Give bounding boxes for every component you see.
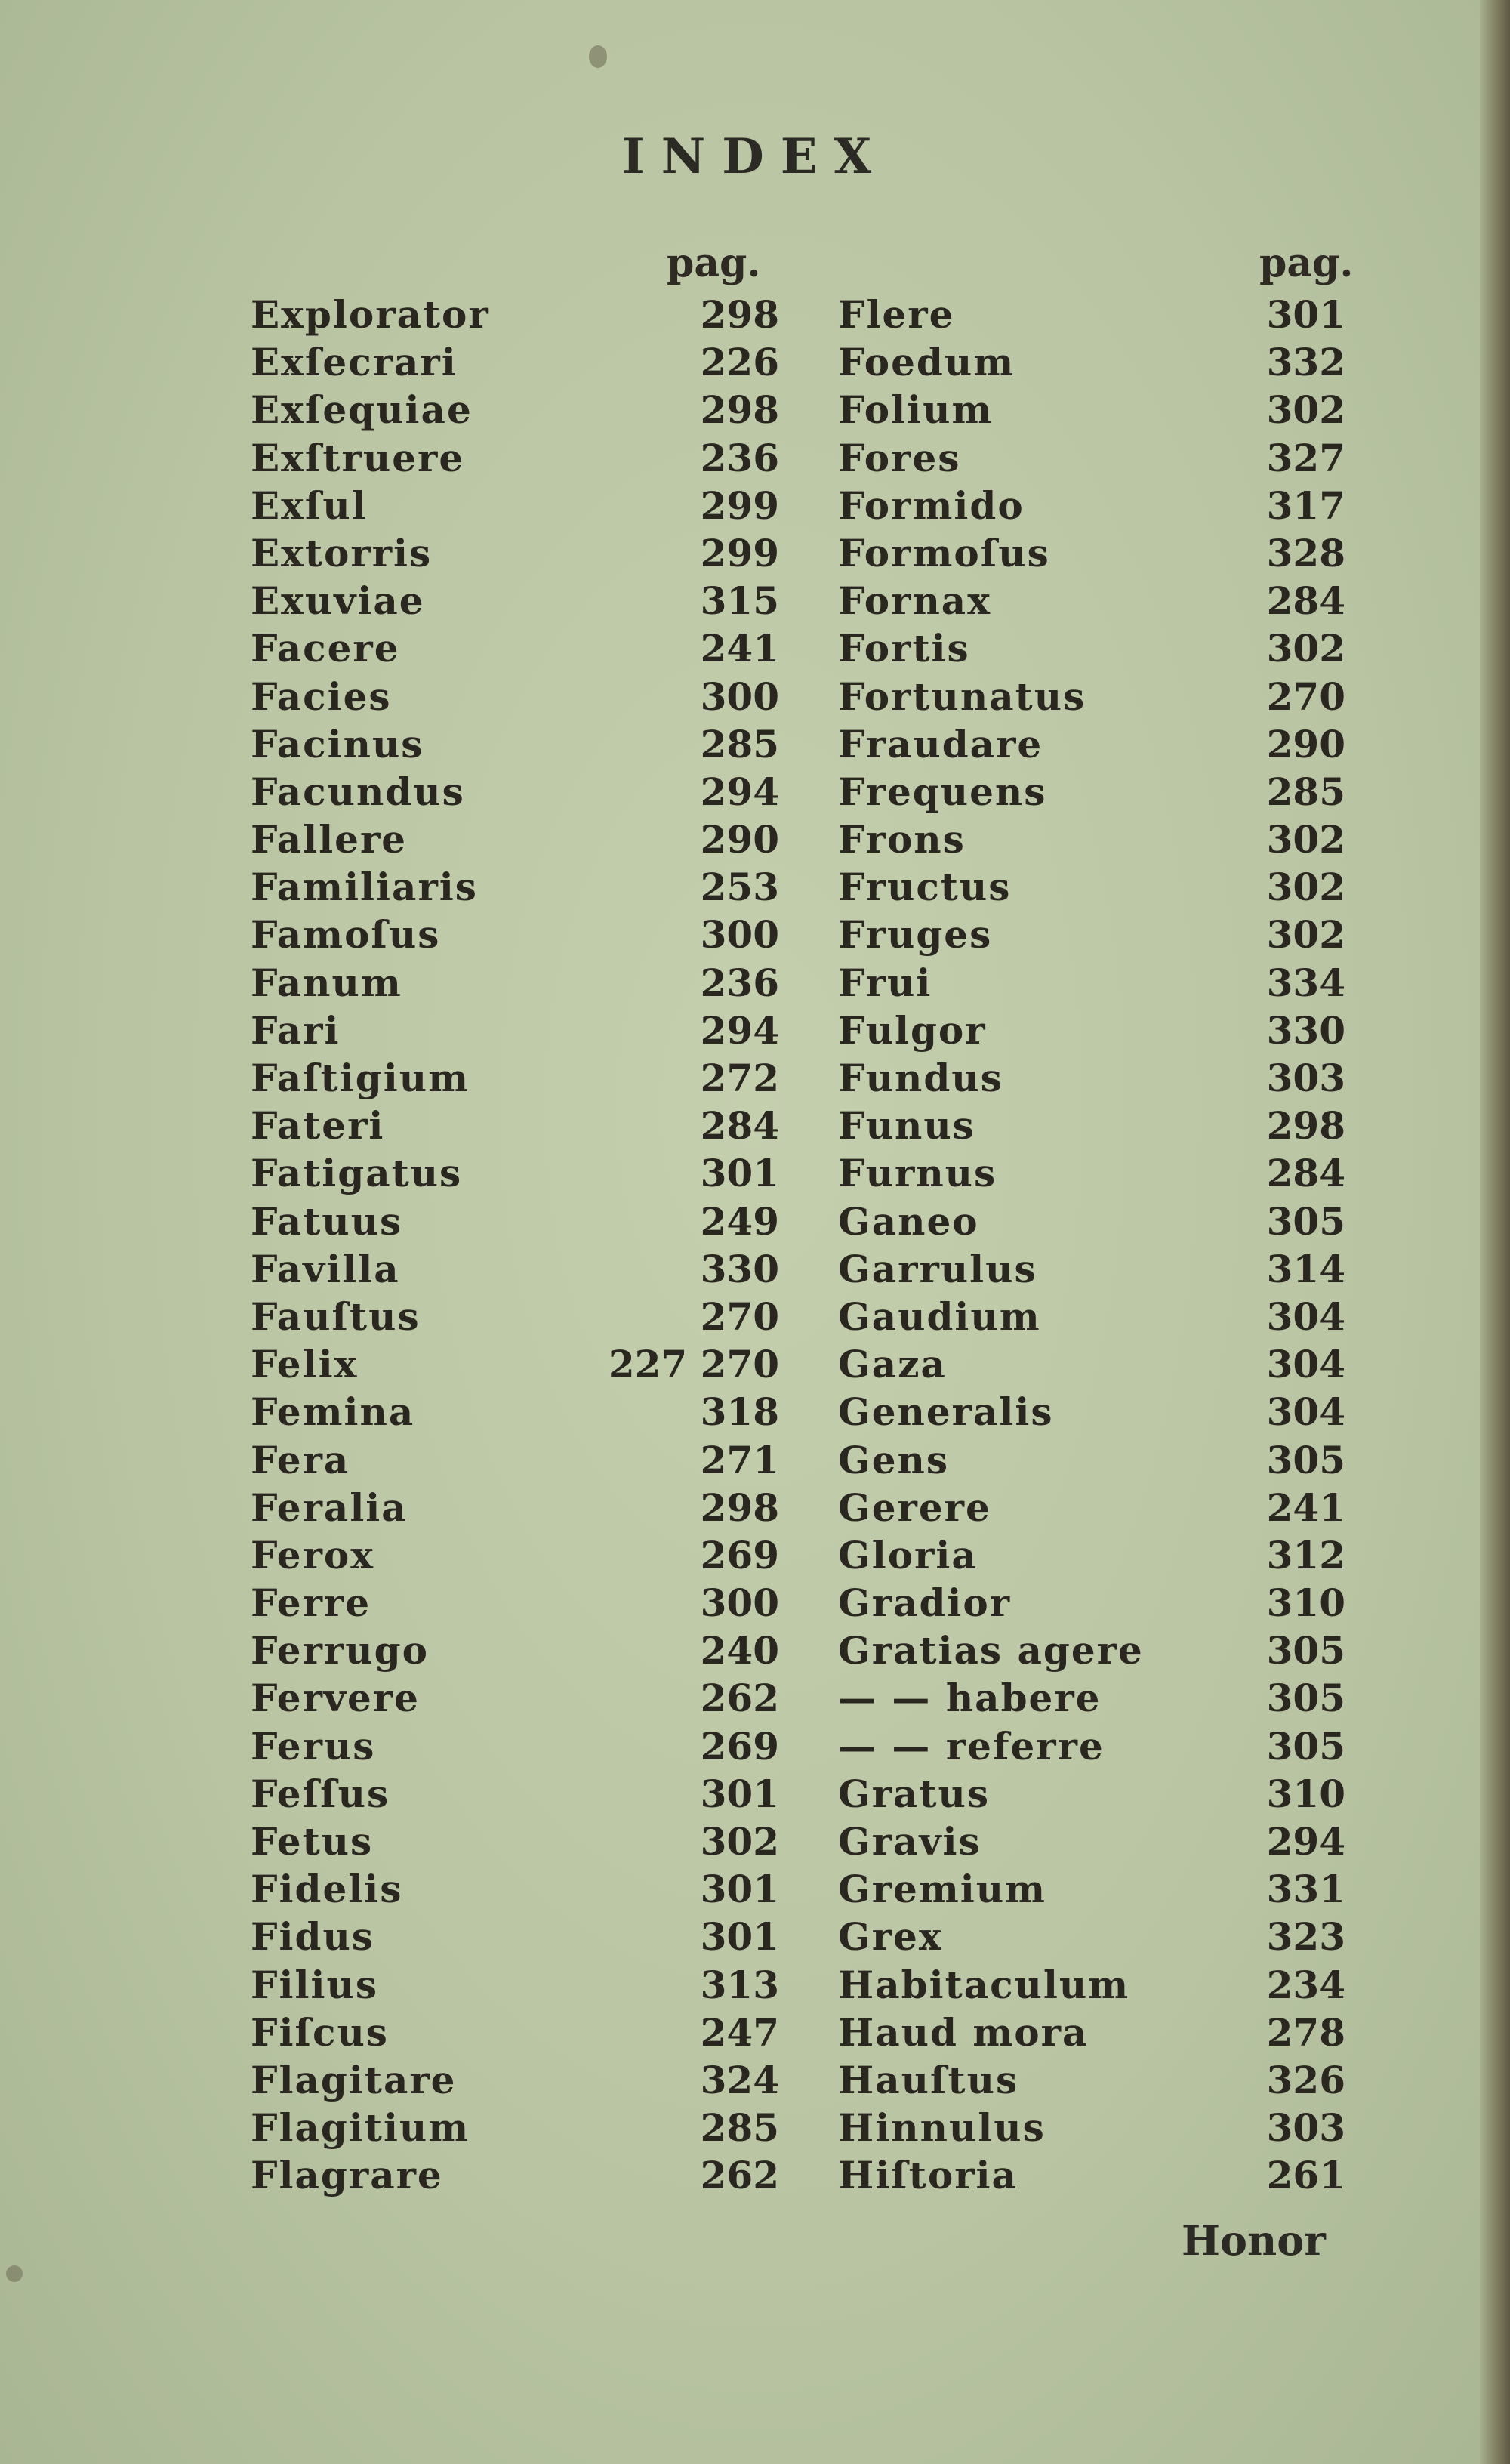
- index-entry: [251, 816, 779, 863]
- index-entry: [838, 720, 1359, 768]
- page-column-header-right: pag.: [1259, 240, 1354, 286]
- index-term: Facies: [251, 674, 392, 719]
- index-term: Flere: [838, 292, 955, 337]
- page-number: 304: [1266, 1294, 1345, 1339]
- index-entry: [251, 2009, 779, 2056]
- page-number: 303: [1266, 2105, 1345, 2151]
- index-term: Gaza: [838, 1342, 947, 1387]
- index-entry: [838, 1198, 1359, 1245]
- page-number: 227 270: [608, 1342, 779, 1387]
- index-entry: [251, 1818, 779, 1865]
- index-entry: [838, 1245, 1359, 1293]
- index-term: Foedum: [838, 340, 1015, 385]
- index-entry: [838, 1961, 1359, 2009]
- index-term: Gens: [838, 1437, 950, 1482]
- index-entry: [251, 1388, 779, 1436]
- index-entry: [251, 1293, 779, 1340]
- index-term: Fortis: [838, 626, 970, 671]
- page-number: 271: [700, 1437, 779, 1482]
- index-term: Extorris: [251, 530, 433, 575]
- index-term: Favilla: [251, 1246, 400, 1291]
- page-number: 262: [700, 2153, 779, 2198]
- page-number: 302: [700, 1819, 779, 1864]
- page-number: 272: [700, 1056, 779, 1100]
- index-term: Filius: [251, 1962, 378, 2007]
- page-number: 301: [700, 1771, 779, 1816]
- page-number: 318: [700, 1389, 779, 1435]
- page-number: 330: [1266, 1007, 1345, 1053]
- page-number: 304: [1266, 1389, 1345, 1435]
- index-term: Frons: [838, 817, 966, 862]
- page-number: 241: [700, 626, 779, 671]
- page-number: 310: [1266, 1771, 1345, 1816]
- page-number: 303: [1266, 1056, 1345, 1100]
- index-entry: [251, 1722, 779, 1770]
- index-term: Fera: [251, 1437, 350, 1482]
- index-entry: [838, 434, 1359, 482]
- index-entry: [251, 673, 779, 720]
- page-number: 328: [1266, 530, 1345, 575]
- index-entry: [251, 1054, 779, 1102]
- catchword: Honor: [1182, 2216, 1326, 2265]
- page-number: 262: [700, 1676, 779, 1721]
- index-term: Frequens: [838, 769, 1047, 814]
- index-entry: [251, 1102, 779, 1149]
- page-number: 253: [700, 865, 779, 910]
- index-term: Hiſtoria: [838, 2153, 1018, 2198]
- index-column-left: [251, 291, 779, 2200]
- page-number: 302: [1266, 865, 1345, 910]
- index-term: Hauſtus: [838, 2057, 1019, 2102]
- page-number: 302: [1266, 387, 1345, 433]
- index-term: Gratias agere: [838, 1628, 1144, 1673]
- index-term: Frui: [838, 960, 932, 1005]
- index-entry: [251, 1484, 779, 1531]
- index-term: Flagitium: [251, 2105, 470, 2151]
- page-number: 269: [700, 1723, 779, 1769]
- index-entry: [251, 624, 779, 672]
- index-entry: [838, 1102, 1359, 1149]
- index-entry: [838, 1818, 1359, 1865]
- page-number: 285: [700, 721, 779, 766]
- index-term: Ferus: [251, 1723, 376, 1769]
- page-number: 302: [1266, 626, 1345, 671]
- index-entry: [251, 1627, 779, 1674]
- page-number: 284: [1266, 578, 1345, 624]
- index-entry: [838, 2056, 1359, 2104]
- index-entry: [838, 577, 1359, 624]
- page-number: 285: [1266, 769, 1345, 814]
- index-entry: [838, 1388, 1359, 1436]
- index-entry: [251, 959, 779, 1007]
- index-entry: [838, 1770, 1359, 1818]
- index-term: Fauſtus: [251, 1294, 421, 1339]
- index-term: Gaudium: [838, 1294, 1041, 1339]
- index-entry: [838, 1865, 1359, 1913]
- page-number: 302: [1266, 912, 1345, 958]
- index-entry: [838, 1054, 1359, 1102]
- index-term: Explorator: [251, 292, 490, 337]
- index-entry: [838, 959, 1359, 1007]
- index-entry: [838, 2151, 1359, 2199]
- index-entry: [251, 720, 779, 768]
- index-entry: [838, 768, 1359, 816]
- index-term: Gremium: [838, 1867, 1047, 1912]
- index-term: Hinnulus: [838, 2105, 1046, 2151]
- index-term: Fulgor: [838, 1007, 987, 1053]
- page-number: 294: [1266, 1819, 1345, 1864]
- index-term: Fructus: [838, 865, 1012, 910]
- index-entry: [838, 1579, 1359, 1627]
- page-number: 270: [1266, 674, 1345, 719]
- index-entry: [838, 911, 1359, 958]
- index-term: Exſul: [251, 483, 368, 528]
- index-entry: [838, 1007, 1359, 1054]
- page-number: 298: [700, 292, 779, 337]
- page-number: 312: [1266, 1532, 1345, 1577]
- index-entry: [838, 624, 1359, 672]
- page-number: 315: [700, 578, 779, 624]
- index-entry: [838, 1293, 1359, 1340]
- page-number: 298: [700, 387, 779, 433]
- index-term: Facundus: [251, 769, 465, 814]
- index-term: — — habere: [838, 1676, 1102, 1721]
- page-number: 290: [700, 817, 779, 862]
- index-term: Fanum: [251, 960, 402, 1005]
- index-term: Folium: [838, 387, 994, 433]
- index-entry: [838, 1627, 1359, 1674]
- page-edge-shadow: [1480, 0, 1510, 2464]
- page-title: INDEX: [621, 128, 889, 185]
- index-term: Exſecrari: [251, 340, 458, 385]
- index-entry: [838, 816, 1359, 863]
- page-number: 314: [1266, 1246, 1345, 1291]
- page-number: 278: [1266, 2009, 1345, 2055]
- index-term: Fari: [251, 1007, 341, 1053]
- page-number: 334: [1266, 960, 1345, 1005]
- index-entry: [838, 673, 1359, 720]
- page-number: 300: [700, 912, 779, 958]
- index-entry: [838, 1674, 1359, 1722]
- index-entry: [251, 2151, 779, 2199]
- index-entry: [251, 1436, 779, 1484]
- page-number: 290: [1266, 721, 1345, 766]
- page-number: 294: [700, 1007, 779, 1053]
- index-entry: [251, 1579, 779, 1627]
- page-number: 324: [700, 2057, 779, 2102]
- index-column-right: [838, 291, 1359, 2200]
- index-term: Habitaculum: [838, 1962, 1130, 2007]
- index-term: Gradior: [838, 1580, 1012, 1626]
- page-number: 299: [700, 483, 779, 528]
- index-entry: [251, 863, 779, 911]
- index-entry: [838, 1436, 1359, 1484]
- index-entry: [251, 1198, 779, 1245]
- index-term: Fallere: [251, 817, 408, 862]
- index-term: Gerere: [838, 1485, 991, 1530]
- page-number: 300: [700, 674, 779, 719]
- index-term: Fidus: [251, 1914, 374, 1960]
- index-entry: [251, 1961, 779, 2009]
- index-entry: [251, 1674, 779, 1722]
- index-term: Ganeo: [838, 1198, 979, 1244]
- page-number: 310: [1266, 1580, 1345, 1626]
- index-term: Funus: [838, 1103, 975, 1149]
- index-term: Fortunatus: [838, 674, 1086, 719]
- page-number: 269: [700, 1532, 779, 1577]
- index-term: Exſtruere: [251, 435, 465, 480]
- page-number: 331: [1266, 1867, 1345, 1912]
- index-entry: [838, 482, 1359, 529]
- index-term: Exſequiae: [251, 387, 473, 433]
- page-number: 323: [1266, 1914, 1345, 1960]
- index-term: Feſſus: [251, 1771, 390, 1816]
- page-number: 305: [1266, 1723, 1345, 1769]
- index-entry: [251, 2104, 779, 2151]
- page-number: 236: [700, 435, 779, 480]
- index-term: Gratus: [838, 1771, 991, 1816]
- index-term: Ferrugo: [251, 1628, 429, 1673]
- index-entry: [251, 1770, 779, 1818]
- page-number: 330: [700, 1246, 779, 1291]
- index-term: Fores: [838, 435, 961, 480]
- index-entry: [251, 529, 779, 577]
- page-number: 301: [700, 1151, 779, 1196]
- index-entry: [838, 1913, 1359, 1960]
- page-number: 332: [1266, 340, 1345, 385]
- index-entry: [251, 434, 779, 482]
- page-number: 302: [1266, 817, 1345, 862]
- index-entry: [251, 482, 779, 529]
- index-term: Ferox: [251, 1532, 375, 1577]
- page-number: 298: [700, 1485, 779, 1530]
- index-term: Fervere: [251, 1676, 420, 1721]
- index-entry: [251, 2056, 779, 2104]
- index-term: Fraudare: [838, 721, 1043, 766]
- index-term: Generalis: [838, 1389, 1054, 1435]
- index-entry: [838, 1149, 1359, 1197]
- page-number: 226: [700, 340, 779, 385]
- index-term: Fidelis: [251, 1867, 403, 1912]
- page-number: 298: [1266, 1103, 1345, 1149]
- page-number: 249: [700, 1198, 779, 1244]
- page-number: 284: [1266, 1151, 1345, 1196]
- page-number: 285: [700, 2105, 779, 2151]
- index-term: Feralia: [251, 1485, 408, 1530]
- page-number: 317: [1266, 483, 1345, 528]
- index-entry: [838, 529, 1359, 577]
- page-number: 301: [700, 1867, 779, 1912]
- index-term: Fruges: [838, 912, 993, 958]
- index-term: Fiſcus: [251, 2009, 389, 2055]
- page-number: 299: [700, 530, 779, 575]
- page-column-header-left: pag.: [667, 240, 761, 286]
- index-term: Flagitare: [251, 2057, 457, 2102]
- index-entry: [838, 2104, 1359, 2151]
- index-entry: [838, 2009, 1359, 2056]
- index-term: Formoſus: [838, 530, 1050, 575]
- index-term: Haud mora: [838, 2009, 1089, 2055]
- page-number: 305: [1266, 1676, 1345, 1721]
- ink-spot: [6, 2265, 23, 2282]
- page-number: 236: [700, 960, 779, 1005]
- index-entry: [251, 1340, 779, 1388]
- index-term: Gravis: [838, 1819, 982, 1864]
- page-number: 284: [700, 1103, 779, 1149]
- page-number: 240: [700, 1628, 779, 1673]
- index-term: Familiaris: [251, 865, 478, 910]
- index-term: Femina: [251, 1389, 415, 1435]
- index-term: Exuviae: [251, 578, 425, 624]
- page-number: 261: [1266, 2153, 1345, 2198]
- page-number: 300: [700, 1580, 779, 1626]
- index-term: Formido: [838, 483, 1025, 528]
- page-number: 241: [1266, 1485, 1345, 1530]
- index-entry: [838, 291, 1359, 338]
- page-number: 301: [700, 1914, 779, 1960]
- index-term: Faſtigium: [251, 1056, 470, 1100]
- index-entry: [251, 1913, 779, 1960]
- index-entry: [251, 291, 779, 338]
- index-entry: [838, 386, 1359, 433]
- index-entry: [251, 1865, 779, 1913]
- index-term: Famoſus: [251, 912, 441, 958]
- page-number: 327: [1266, 435, 1345, 480]
- page-number: 305: [1266, 1628, 1345, 1673]
- index-term: Fundus: [838, 1056, 1003, 1100]
- page-number: 301: [1266, 292, 1345, 337]
- page-number: 294: [700, 769, 779, 814]
- page-number: 304: [1266, 1342, 1345, 1387]
- index-term: Facere: [251, 626, 400, 671]
- index-term: Facinus: [251, 721, 424, 766]
- index-entry: [251, 768, 779, 816]
- page-number: 305: [1266, 1437, 1345, 1482]
- index-entry: [251, 338, 779, 386]
- index-entry: [251, 1149, 779, 1197]
- index-entry: [251, 386, 779, 433]
- page-number: 234: [1266, 1962, 1345, 2007]
- page-number: 313: [700, 1962, 779, 2007]
- page-number: 270: [700, 1294, 779, 1339]
- index-term: Flagrare: [251, 2153, 443, 2198]
- index-term: Fatigatus: [251, 1151, 463, 1196]
- index-term: Ferre: [251, 1580, 371, 1626]
- index-term: Fetus: [251, 1819, 374, 1864]
- index-term: Fatuus: [251, 1198, 403, 1244]
- index-entry: [838, 1531, 1359, 1579]
- page-number: 247: [700, 2009, 779, 2055]
- index-term: Fateri: [251, 1103, 385, 1149]
- index-term: Grex: [838, 1914, 943, 1960]
- index-term: Gloria: [838, 1532, 978, 1577]
- index-entry: [838, 338, 1359, 386]
- index-entry: [251, 1531, 779, 1579]
- index-term: Furnus: [838, 1151, 997, 1196]
- index-entry: [251, 577, 779, 624]
- index-entry: [838, 863, 1359, 911]
- ink-spot: [589, 45, 607, 68]
- index-term: — — referre: [838, 1723, 1105, 1769]
- index-entry: [838, 1340, 1359, 1388]
- index-term: Garrulus: [838, 1246, 1037, 1291]
- index-entry: [838, 1722, 1359, 1770]
- index-entry: [251, 1007, 779, 1054]
- index-entry: [251, 1245, 779, 1293]
- index-entry: [838, 1484, 1359, 1531]
- page-number: 326: [1266, 2057, 1345, 2102]
- index-entry: [251, 911, 779, 958]
- index-term: Fornax: [838, 578, 992, 624]
- index-term: Felix: [251, 1342, 359, 1387]
- page-number: 305: [1266, 1198, 1345, 1244]
